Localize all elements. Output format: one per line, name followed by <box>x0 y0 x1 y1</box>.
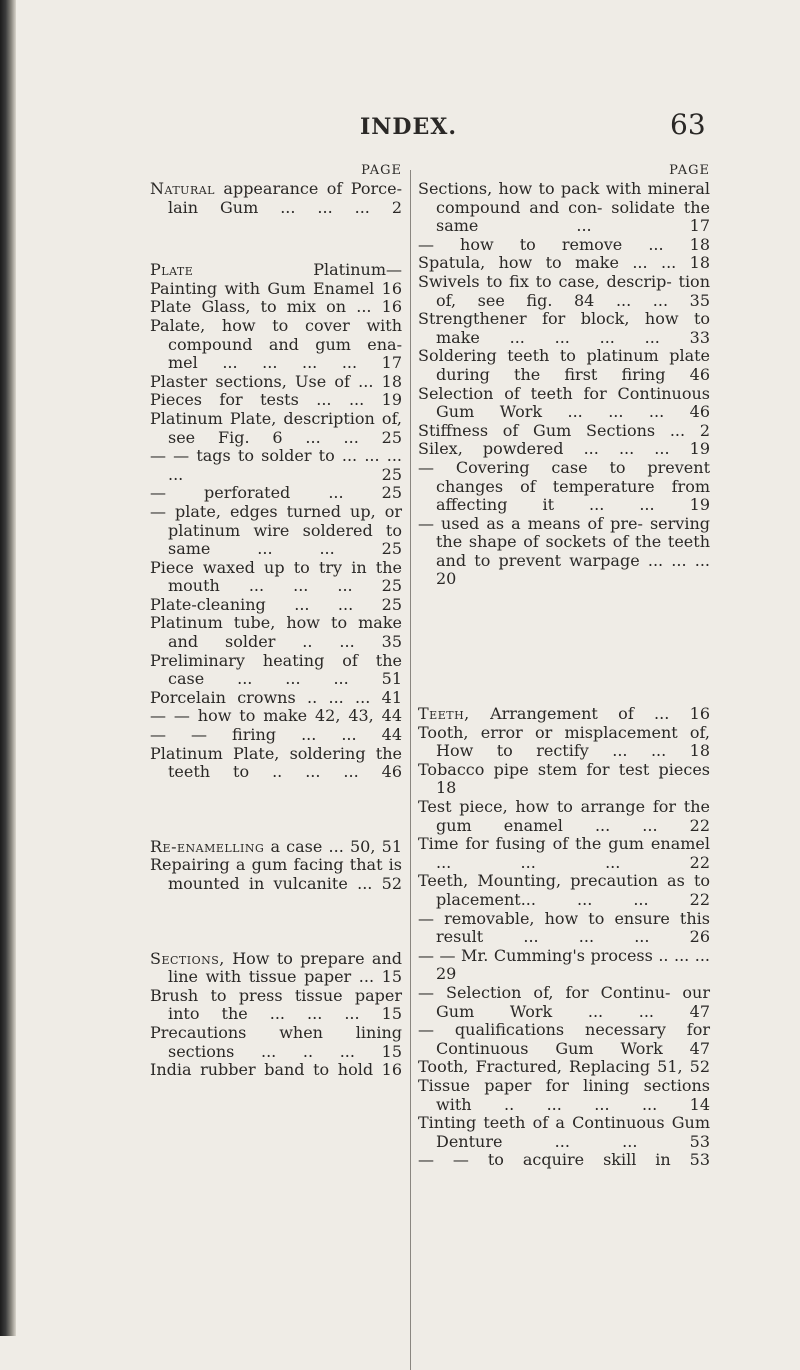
index-entry: Piece waxed up to try in the mouth ... ... ... 25 <box>150 557 402 596</box>
index-entry: Tobacco pipe stem for test pieces 18 <box>418 759 710 798</box>
index-entry: Soldering teeth to platinum plate during the first firing 46 <box>418 346 710 384</box>
index-entry <box>150 838 402 857</box>
index-entry: Repairing a gum facing that is mounted in vulcanite ... 52 <box>150 855 402 893</box>
index-entry: — Covering case to prevent changes of temperature from affecting it ... ... 19 <box>418 457 710 515</box>
column-divider <box>410 170 411 1370</box>
index-entry: Silex, powdered ... ... ... 19 <box>418 439 710 459</box>
entry-lead: Teeth, <box>418 704 470 724</box>
index-column-left <box>150 162 402 1080</box>
entry-text: a case ... 50, 51 <box>264 836 402 856</box>
index-entry: Precautions when lining sections ... .. ... 15 <box>150 1022 402 1061</box>
index-entry: — — to acquire skill in 53 <box>418 1150 710 1170</box>
index-entry: Platinum Plate, soldering the teeth to .. ... ... 46 <box>150 743 402 782</box>
index-entry: Platinum tube, how to make and solder .. ... 35 <box>150 613 402 652</box>
index-entry: Time for fusing of the gum enamel ... ... ... 22 <box>418 834 710 872</box>
index-entry: Stiffness of Gum Sections ... 2 <box>418 420 710 440</box>
entry-lead: Sections, <box>150 948 225 968</box>
entry-text: How to prepare and line with tissue paper ... 15 <box>168 948 402 987</box>
index-entry: — perforated ... 25 <box>150 483 402 503</box>
index-entry: — — firing ... ... 44 <box>150 725 402 745</box>
index-entry: Spatula, how to make ... ... 18 <box>418 253 710 273</box>
index-entry <box>150 261 402 280</box>
index-entry: Painting with Gum Enamel 16 <box>150 278 402 298</box>
page-header <box>0 108 800 144</box>
book-spine-shadow <box>0 0 16 1336</box>
index-section-re-enamelling <box>150 838 402 894</box>
index-entry: Teeth, Mounting, precaution as to placement... ... ... 22 <box>418 871 710 909</box>
index-entry: — — how to make 42, 43, 44 <box>150 706 402 726</box>
index-entry: — — tags to solder to ... ... ... ... 25 <box>150 446 402 484</box>
index-entry: India rubber band to hold 16 <box>150 1060 402 1080</box>
index-column-right <box>418 162 710 1170</box>
index-entry <box>150 180 402 217</box>
index-entry: — Selection of, for Continu- our Gum Work ... ... 47 <box>418 982 710 1021</box>
index-entry: — — Mr. Cumming's process .. ... ... 29 <box>418 945 710 984</box>
index-entry: Tooth, Fractured, Replacing 51, 52 <box>418 1057 710 1077</box>
page-column-heading: PAGE <box>669 163 710 178</box>
index-entry: Plate-cleaning ... ... 25 <box>150 594 402 614</box>
index-entry: Tissue paper for lining sections with .. ... ... ... 14 <box>418 1075 710 1114</box>
index-entry: Tinting teeth of a Continuous Gum Denture ... ... 53 <box>418 1113 710 1151</box>
page-number: 63 <box>670 108 706 141</box>
index-entry: — how to remove ... 18 <box>418 234 710 254</box>
index-entry: Sections, how to pack with mineral compound and con- solidate the same ... 17 <box>418 179 710 236</box>
index-entry: Swivels to fix to case, descrip- tion of, see fig. 84 ... ... 35 <box>418 271 710 310</box>
index-entry: Pieces for tests ... ... 19 <box>150 390 402 410</box>
index-entry: Palate, how to cover with compound and gum ena- mel ... ... ... ... 17 <box>150 315 402 373</box>
entry-lead: Natural <box>150 179 215 198</box>
entry-lead: Re-enamelling <box>150 836 265 856</box>
index-entry: Plaster sections, Use of ... 18 <box>150 371 402 391</box>
entry-lead: Plate <box>150 260 194 280</box>
index-entry <box>150 950 402 987</box>
index-entry: Brush to press tissue paper into the ... ... ... 15 <box>150 985 402 1024</box>
index-entry: Tooth, error or misplacement of, How to rectify ... ... 18 <box>418 722 710 761</box>
entry-text: Arrangement of ... 16 <box>469 704 710 724</box>
index-entry: Test piece, how to arrange for the gum enamel ... ... 22 <box>418 797 710 835</box>
index-entry: Strengthener for block, how to make ... ... ... ... 33 <box>418 309 710 347</box>
index-section-teeth <box>418 705 710 1170</box>
index-entry: Plate Glass, to mix on ... 16 <box>150 297 402 317</box>
index-entry <box>418 705 710 724</box>
index-entry: Platinum Plate, description of, see Fig. 6 ... ... 25 <box>150 408 402 447</box>
running-title: INDEX. <box>360 114 457 140</box>
index-entry: — removable, how to ensure this result ... ... ... 26 <box>418 908 710 947</box>
page-column-heading: PAGE <box>361 163 402 178</box>
index-entry: — qualifications necessary for Continuous Gum Work 47 <box>418 1020 710 1058</box>
index-section-natural <box>150 180 402 217</box>
entry-text: appearance of Porce- lain Gum ... ... ... 2 <box>168 179 402 217</box>
index-entry: Preliminary heating of the case ... ... ... 51 <box>150 650 402 689</box>
index-section-sections <box>150 950 402 1080</box>
index-section-plate <box>150 261 402 782</box>
index-entry: Selection of teeth for Continuous Gum Work ... ... ... 46 <box>418 383 710 422</box>
entry-text: Platinum— <box>193 260 402 280</box>
index-entry: — plate, edges turned up, or platinum wire soldered to same ... ... 25 <box>150 501 402 559</box>
index-section-s <box>418 180 710 589</box>
index-entry: — used as a means of pre- serving the shape of sockets of the teeth and to prevent warpage ... ... ... 20 <box>418 513 710 589</box>
index-entry: Porcelain crowns .. ... ... 41 <box>150 687 402 707</box>
